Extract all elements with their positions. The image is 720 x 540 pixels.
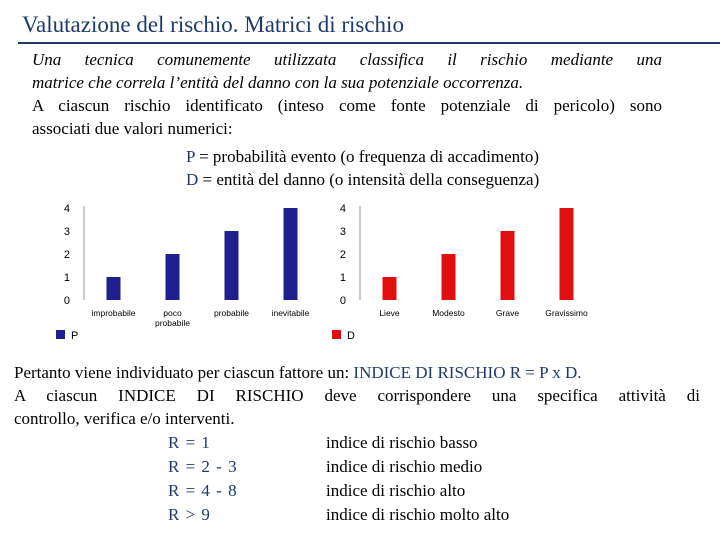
d-chart-bar-1: [442, 254, 456, 300]
p-chart-y-tick-4: 4: [63, 203, 70, 215]
p-chart-x-label-0: improbabile: [91, 308, 136, 318]
intro-paragraph: [32, 94, 662, 140]
definition-p: [186, 147, 539, 167]
risk-label-3: indice di rischio alto: [326, 481, 466, 500]
risk-range-3: R = 4 - 8: [168, 481, 238, 500]
p-chart-y-tick-3: 3: [63, 226, 70, 238]
p-chart-x-label-1-0: poco: [163, 308, 182, 318]
p-chart-x-label-1-1: probabile: [155, 318, 190, 328]
intro-paragraph-line-1: A ciascun rischio identificato (inteso come fonte potenziale di pericolo) sono: [32, 96, 662, 115]
p-chart-legend-label: P: [71, 330, 79, 342]
p-chart-bar-0: [107, 277, 121, 300]
d-chart-bar-0: [383, 277, 397, 300]
page-title: Valutazione del rischio. Matrici di rischio: [22, 12, 404, 37]
risk-label-4: indice di rischio molto alto: [326, 505, 510, 524]
p-chart-y-tick-1: 1: [63, 272, 70, 284]
d-chart-y-tick-1: 1: [339, 272, 346, 284]
d-chart-x-label-1: Modesto: [432, 308, 465, 318]
p-chart-y-tick-2: 2: [63, 249, 70, 261]
d-chart-y-tick-3: 3: [339, 226, 346, 238]
risk-label-1: indice di rischio basso: [326, 433, 478, 452]
d-chart-legend-label: D: [347, 330, 355, 342]
p-chart-x-label-3: inevitabile: [271, 308, 310, 318]
risk-label-2: indice di rischio medio: [326, 457, 483, 476]
d-chart-x-label-0: Lieve: [379, 308, 400, 318]
probability-chart: [54, 190, 324, 350]
d-chart-y-tick-0: 0: [339, 295, 346, 307]
definition-p-text: = probabilità evento (o frequenza di accadimento): [194, 147, 540, 166]
d-chart-y-tick-2: 2: [339, 249, 346, 261]
title-underline: [18, 42, 720, 44]
intro-italic-line-2: matrice che correla l’entità del danno con la sua potenziale occorrenza.: [32, 73, 524, 92]
d-chart-x-label-2: Grave: [495, 308, 520, 318]
p-chart-x-label-2: probabile: [214, 308, 249, 318]
risk-index-formula: INDICE DI RISCHIO R = P x D.: [353, 363, 582, 382]
p-chart-svg: [54, 190, 324, 345]
p-chart-bar-3: [284, 208, 298, 300]
p-chart-legend-swatch: [56, 330, 65, 339]
d-chart-bar-2: [501, 231, 515, 300]
intro-italic-sentence: [32, 48, 662, 94]
damage-chart: [330, 190, 600, 350]
risk-range-2: R = 2 - 3: [168, 457, 238, 476]
definition-d: [186, 170, 539, 190]
definition-p-symbol: P: [186, 147, 195, 166]
intro-italic-line-1: Una tecnica comunemente utilizzata classifica il rischio mediante una: [32, 50, 662, 69]
d-chart-bar-3: [560, 208, 574, 300]
conclusion-text: [14, 361, 700, 430]
intro-paragraph-line-2: associati due valori numerici:: [32, 119, 233, 138]
conclusion-line-1: [14, 361, 700, 384]
d-chart-x-label-3: Gravissimo: [545, 308, 588, 318]
intro-text: [32, 48, 662, 140]
conclusion-line-3: controllo, verifica e/o interventi.: [14, 409, 235, 428]
conclusion-prefix: Pertanto viene individuato per ciascun fattore un:: [14, 363, 354, 382]
p-chart-bar-1: [166, 254, 180, 300]
risk-range-4: R > 9: [168, 505, 211, 524]
d-chart-y-tick-4: 4: [339, 203, 346, 215]
definition-d-text: = entità del danno (o intensità della conseguenza): [198, 170, 540, 189]
conclusion-line-2: A ciascun INDICE DI RISCHIO deve corrispondere una specifica attività di: [14, 386, 700, 405]
risk-range-1: R = 1: [168, 433, 211, 452]
p-chart-bar-2: [225, 231, 239, 300]
definition-d-symbol: D: [186, 170, 199, 189]
p-chart-y-tick-0: 0: [63, 295, 70, 307]
d-chart-svg: [330, 190, 600, 345]
d-chart-legend-swatch: [332, 330, 341, 339]
